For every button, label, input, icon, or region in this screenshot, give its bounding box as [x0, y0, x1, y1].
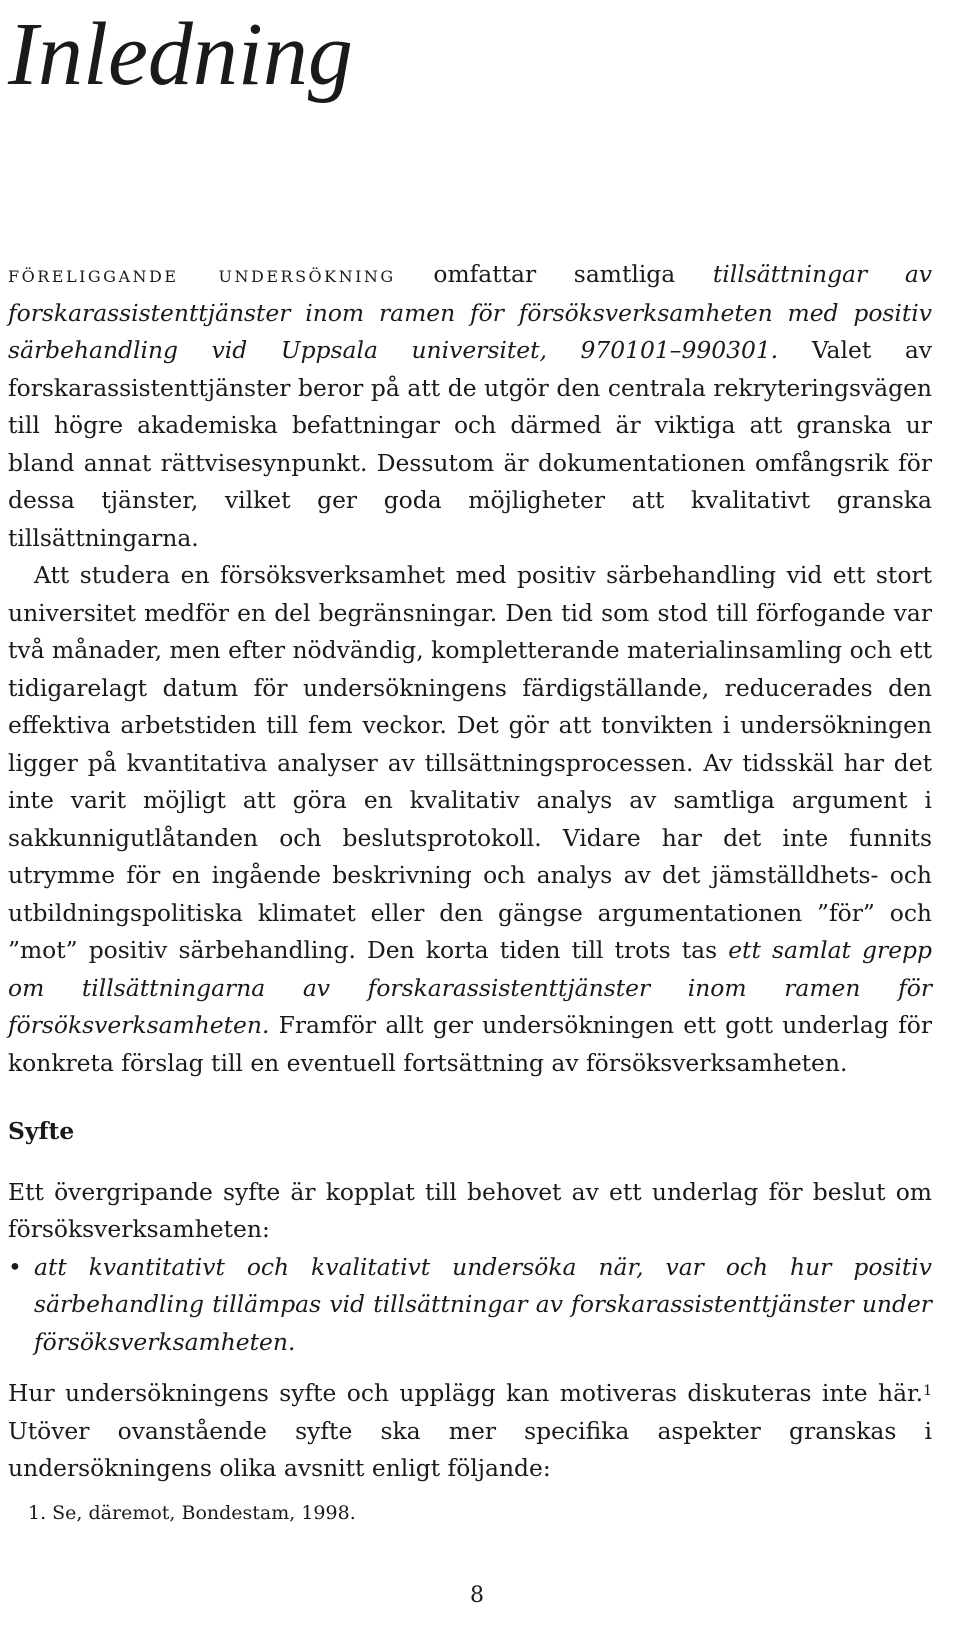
list-item-text: att kvantitativt och kvalitativt undersöka när, var och hur positiv särbehandling tillämpas vid tillsättningar av forskarassistenttjänster under försöksverksamheten.	[34, 1252, 932, 1356]
limitations-paragraph	[8, 557, 932, 1082]
paragraph-text: Hur undersökningens syfte och upplägg kan motiveras diskuteras inte här.	[8, 1379, 924, 1407]
paragraph-text: Att studera en försöksverksamhet med positiv särbehandling vid ett stort universitet medför en del begränsningar. Den tid som stod till förfogande var två månader, men efter nödvändig, kompletterande materialinsamling och ett tidigarelagt datum för undersökningens färdigställande, reducerades den effektiva arbetstiden till fem veckor. Det gör att tonvikten i undersökningen ligger på kvantitativa analyser av tillsättningsprocessen. Av tidsskäl har det inte varit möjligt att göra en kvalitativ analys av samtliga argument i sakkunnigutlåtanden och beslutsprotokoll. Vidare har det inte funnits utrymme för en ingående beskrivning och analys av det jämställdhets- och utbildningspolitiska klimatet eller den gängse argumentationen ”för” och ”mot” positiv särbehandling. Den korta tiden till trots tas	[8, 561, 932, 964]
footnote: 1. Se, däremot, Bondestam, 1998.	[28, 1502, 356, 1524]
paragraph-text: omfattar samtliga	[395, 260, 713, 288]
section-heading-syfte: Syfte	[8, 1117, 75, 1145]
chapter-title: Inledning	[8, 5, 353, 104]
lead-small-caps: föreliggande undersökning	[8, 262, 396, 288]
paragraph-text: Framför allt ger undersökningen ett gott underlag för konkreta förslag till en eventuell fortsättning av försöksverksamheten.	[8, 1011, 932, 1077]
paragraph-text: Utöver ovanstående syfte ska mer specifika aspekter granskas i undersökningens olika avsnitt enligt följande:	[8, 1416, 932, 1482]
footnote-reference[interactable]: 1	[923, 1383, 932, 1399]
intro-paragraph	[8, 256, 932, 557]
purpose-paragraph: Ett övergripande syfte är kopplat till behovet av ett underlag för beslut om försöksverksamheten:	[8, 1177, 932, 1243]
body-text	[8, 256, 932, 1488]
list-item	[8, 1249, 932, 1362]
paragraph-text: Valet av forskarassistenttjänster beror på att de utgör den centrala rekryteringsvägen till högre akademiska befattningar och därmed är viktiga att granska ur bland annat rättvisesynpunkt. Dessutom är dokumentationen omfångsrik för dessa tjänster, vilket ger goda möjligheter att kvalitativt granska tillsättningarna.	[8, 336, 932, 552]
paragraph-italic: tillsättningar av forskarassistenttjänster inom ramen för försöksverksamheten med positiv särbehandling vid Uppsala universitet, 970101–990301.	[8, 260, 932, 364]
paragraph-italic: ett samlat grepp om tillsättningarna av forskarassistenttjänster inom ramen för försöksverksamheten.	[8, 936, 932, 1039]
aspects-paragraph	[8, 1375, 932, 1488]
bullet-icon: •	[8, 1252, 22, 1281]
page-number: 8	[470, 1583, 484, 1608]
